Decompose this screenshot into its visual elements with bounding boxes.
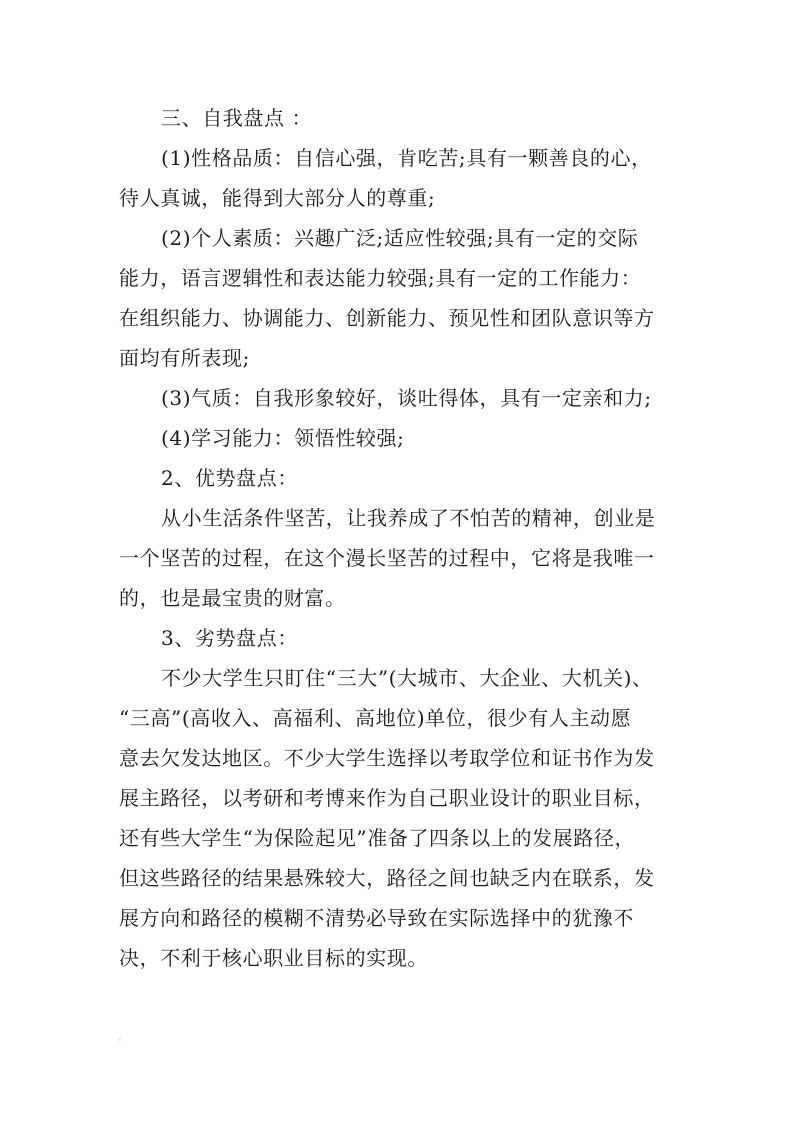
- paragraph-line: 还有些大学生“为保险起见”准备了四条以上的发展路径，: [119, 826, 636, 850]
- paragraph-line: “三高”(高收入、高福利、高地位)单位，很少有人主动愿: [119, 706, 632, 730]
- paragraph-line: 待人真诚，能得到大部分人的尊重;: [119, 186, 436, 210]
- paragraph-line: 一个坚苦的过程，在这个漫长坚苦的过程中，它将是我唯一: [119, 546, 655, 570]
- paragraph-line: 从小生活条件坚苦，让我养成了不怕苦的精神，创业是: [161, 506, 656, 530]
- paragraph-line: 的，也是最宝贵的财富。: [119, 586, 346, 610]
- paragraph-line: 展主路径，以考研和考博来作为自己职业设计的职业目标，: [119, 786, 655, 810]
- paragraph-line: 在组织能力、协调能力、创新能力、预见性和团队意识等方: [119, 306, 655, 330]
- section-heading-self-assessment: 三、自我盘点 ：: [161, 106, 313, 130]
- document-body: [119, 98, 679, 978]
- paragraph-line: 但这些路径的结果悬殊较大，路径之间也缺乏内在联系，发: [119, 866, 655, 890]
- paragraph-line: 意去欠发达地区。不少大学生选择以考取学位和证书作为发: [119, 746, 655, 770]
- page-speck: [118, 1038, 121, 1041]
- paragraph-line: 不少大学生只盯住“三大”(大城市、大企业、大机关)、: [161, 666, 653, 690]
- paragraph-line: (4)学习能力：领悟性较强;: [161, 426, 405, 450]
- paragraph-line: (2)个人素质：兴趣广泛;适应性较强;具有一定的交际: [161, 226, 639, 250]
- paragraph-line: 面均有所表现;: [119, 346, 250, 370]
- section-heading-weaknesses: 3、劣势盘点：: [161, 626, 298, 650]
- paragraph-line: (3)气质：自我形象较好，谈吐得体，具有一定亲和力;: [161, 386, 652, 410]
- paragraph-line: 展方向和路径的模糊不清势必导致在实际选择中的犹豫不: [119, 906, 634, 930]
- paragraph-line: (1)性格品质：自信心强，肯吃苦;具有一颗善良的心，: [161, 146, 652, 170]
- paragraph-line: 能力，语言逻辑性和表达能力较强;具有一定的工作能力：: [119, 266, 642, 290]
- section-heading-strengths: 2、优势盘点：: [161, 466, 298, 490]
- paragraph-line: 决，不利于核心职业目标的实现。: [119, 946, 428, 970]
